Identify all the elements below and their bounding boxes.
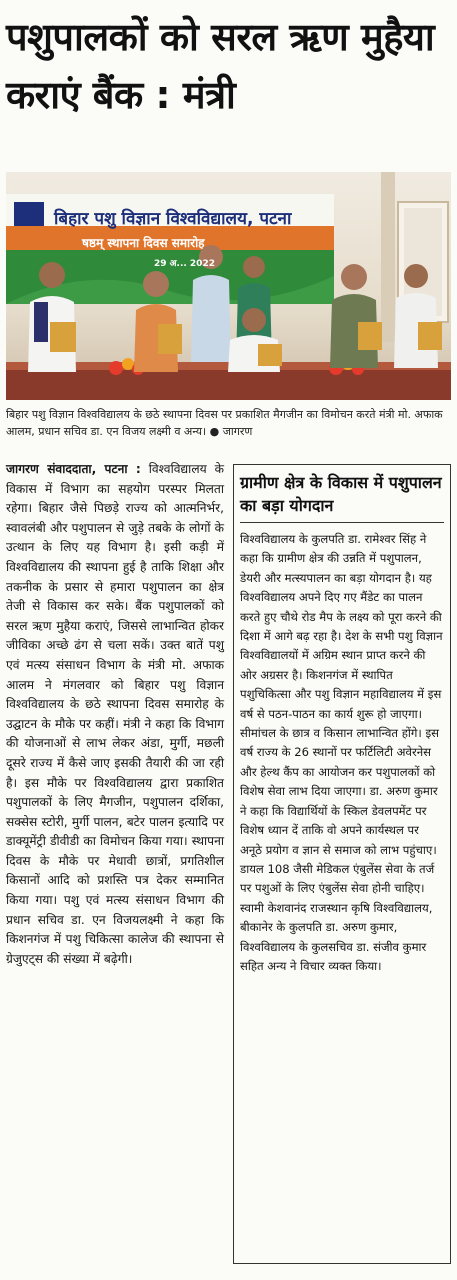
headline: पशुपालकों को सरल ऋण मुहैया कराएं बैंक : मंत्री xyxy=(6,15,435,117)
article-column xyxy=(6,460,224,969)
article-body: विश्वविद्यालय के विकास में विभाग का सहयोग परस्पर मिलता रहेगा। बिहार जैसे पिछड़े राज्य को आत्मनिर्भर, स्वावलंबी और पशुपालन से जुड़े तबके के लोगों के उत्थान के लिए यह विभाग है। इसी कड़ी में विश्वविद्यालय की स्थापना हुई है ताकि शिक्षा और तकनीक के प्रसार से हमारा पशुपालन का क्षेत्र तेजी से विकास कर सके। बैंक पशुपालकों को सरल ऋण मुहैया कराएं, जिससे लाभान्वित होकर जीविका अच्छे ढंग से चला सकें। उक्त बातें पशु एवं मत्स्य संसाधन विभाग के मंत्री मो. अफाक आलम ने मंगलवार को बिहार पशु विज्ञान विश्वविद्यालय के छठे स्थापना दिवस समारोह के उद्घाटन के मौके पर कहीं। मंत्री ने कहा कि विभाग की योजनाओं से लाभ लेकर अंडा, मुर्गी, मछली दूसरे राज्य में कैसे जाए इसकी तैयारी की जा रही है। इस मौके पर विश्वविद्यालय द्वारा प्रकाशित पशुपालकों के लिए मैगजीन, पशुपालन दर्शिका, सक्सेस स्टोरी, मुर्गी पालन, बटेर पालन इत्यादि पर डाक्यूमेंट्री डीवीडी का विमोचन किया गया। स्थापना दिवस के मौके पर मेधावी छात्रों, प्रगतिशील किसानों आदि को प्रशस्ति पत्र देकर सम्मानित किया गया। पशु एवं मत्स्य संसाधन विभाग की प्रधान सचिव डा. एन विजयलक्ष्मी ने कहा कि किशनगंज में पशु चिकित्सा कालेज की स्थापना से ग्रेजुएट्स की संख्या में बढ़ेगी। xyxy=(6,462,224,966)
sidebar-heading: ग्रामीण क्षेत्र के विकास में पशुपालन का बड़ा योगदान xyxy=(240,471,444,523)
sidebar-body: विश्वविद्यालय के कुलपति डा. रामेश्वर सिंह ने कहा कि ग्रामीण क्षेत्र की उन्नति में पशुपालन, डेयरी और मत्स्यपालन का बड़ा योगदान है। यह विश्वविद्यालय अपने दिए गए मैंडेट का पालन करते हुए चौथे रोड मैप के लक्ष्य को पूरा करने की दिशा में आगे बढ़ रहा है। देश के सभी पशु विज्ञान विश्वविद्यालयों में अग्रिम स्थान प्राप्त करने की ओर अग्रसर है। किशनगंज में स्थापित पशुचिकित्सा और पशु विज्ञान महाविद्यालय में इस वर्ष से पठन-पाठन का कार्य शुरू हो जाएगा। सीमांचल के छात्र व किसान लाभान्वित होंगे। इस वर्ष राज्य के 26 स्थानों पर फर्टिलिटी अवेरनेस और हेल्थ कैंप का आयोजन कर पशुपालकों को विशेष सेवा लाभ दिया जाएगा। डा. अरुण कुमार ने कहा कि विद्यार्थियों के स्किल डेवलपमेंट पर विशेष ध्यान दें ताकि वो अपने कार्यस्थल पर अनूठे प्रयोग व ज्ञान से समाज को लाभ पहुंचाए। डायल 108 जैसी मेडिकल एंबुलेंस सेवा के तर्ज पर पशुओं के लिए एंबुलेंस सेवा होनी चाहिए। स्वामी केशवानंद राजस्थान कृषि विश्वविद्यालय, बीकानेर के कुलपति डा. अरुण कुमार, विश्वविद्यालय के कुलसचिव डा. संजीव कुमार सहित अन्य ने विचार व्यक्त किया। xyxy=(240,532,443,973)
byline: जागरण संवाददाता, पटना : xyxy=(6,462,141,476)
banner-subtitle: षष्ठम् स्थापना दिवस समारोह xyxy=(82,236,205,250)
photo-caption: बिहार पशु विज्ञान विश्वविद्यालय के छठे स्थापना दिवस पर प्रकाशित मैगजीन का विमोचन करते मंत्री मो. अफाक आलम, प्रधान सचिव डा. एन विजय लक्ष्मी व अन्य। ● जागरण xyxy=(6,408,443,438)
banner-title: बिहार पशु विज्ञान विश्वविद्यालय, पटना xyxy=(54,209,292,229)
sidebar-box xyxy=(233,464,451,1264)
banner-date: 29 अ... 2022 xyxy=(154,259,215,269)
event-photo xyxy=(6,172,451,400)
